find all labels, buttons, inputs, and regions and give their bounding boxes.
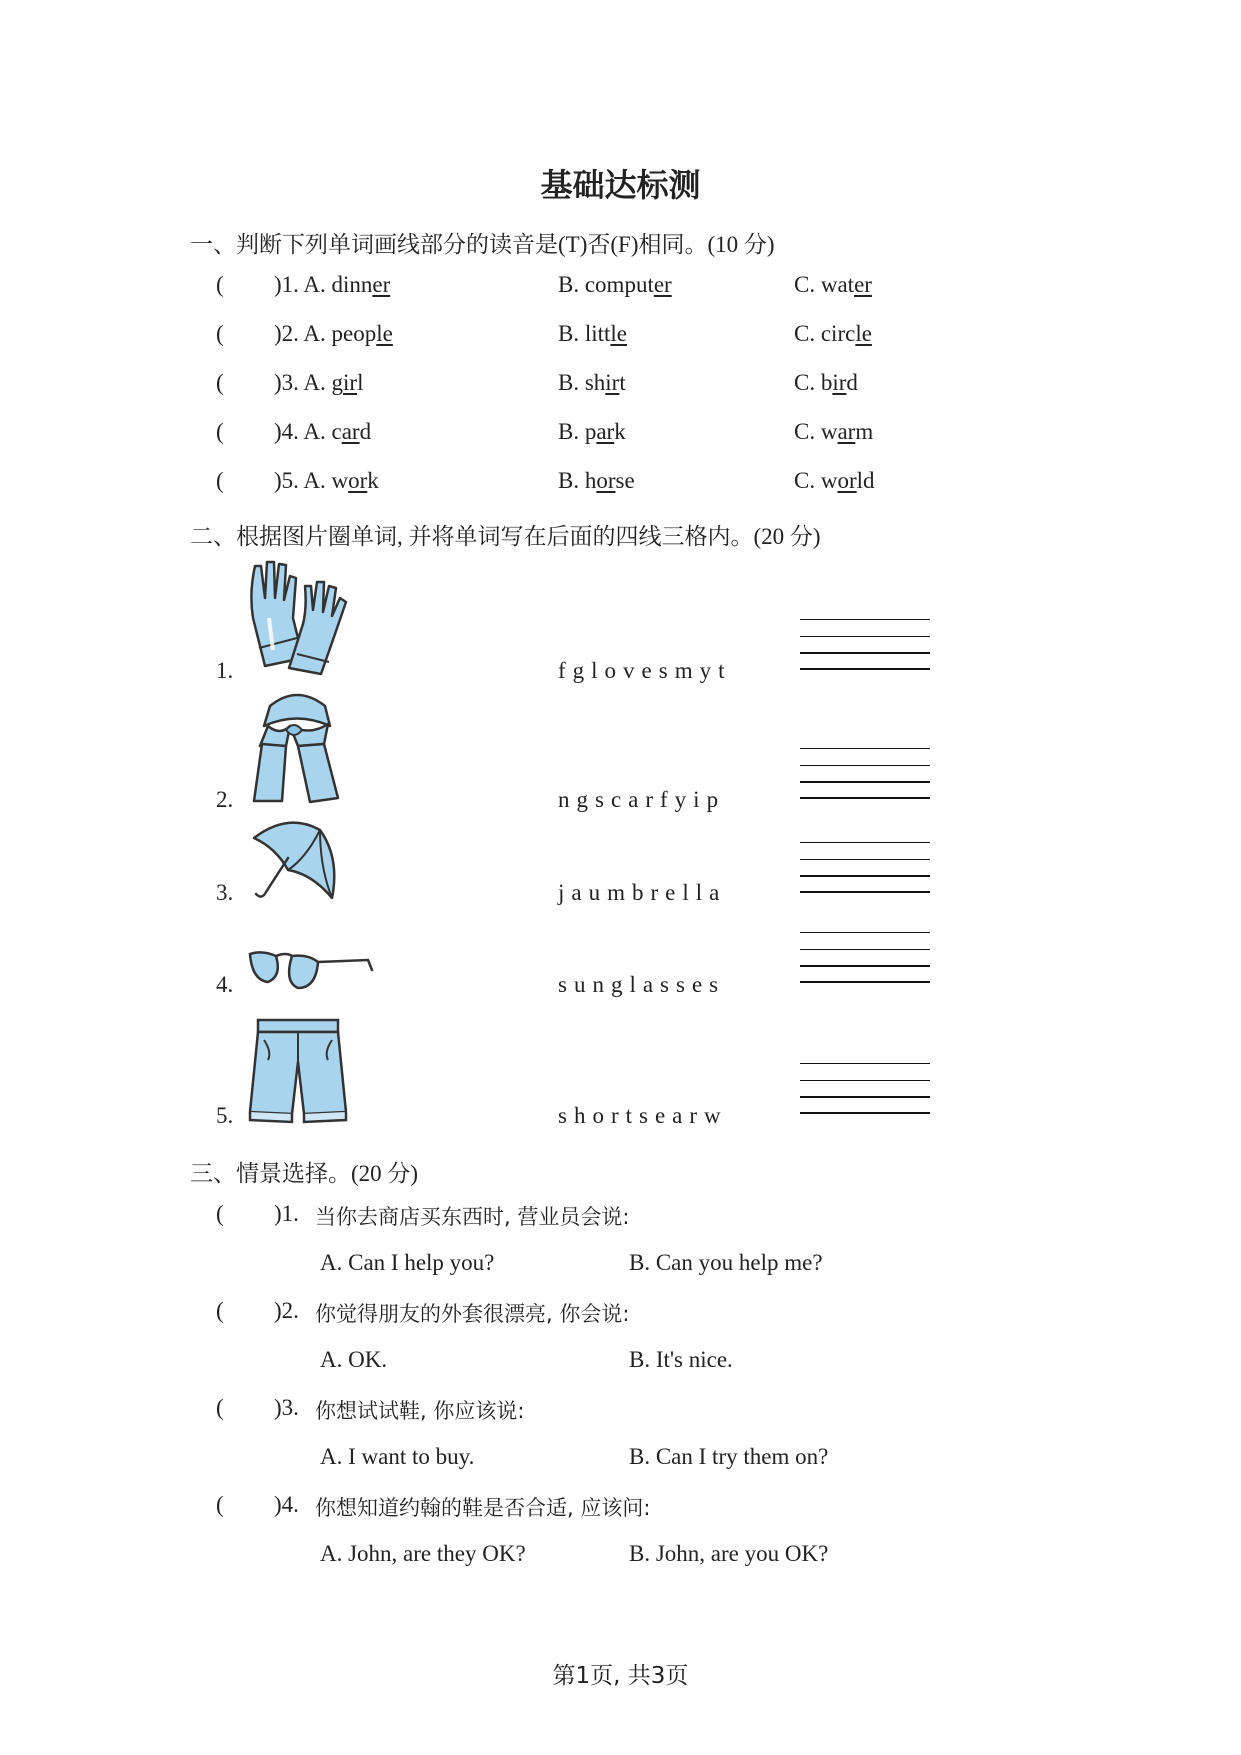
question-number: )4. bbox=[274, 1492, 299, 1517]
letter-puzzle: jaumbrella bbox=[558, 880, 727, 905]
item-number: 5. bbox=[216, 1103, 234, 1128]
choice-b: B. Can you help me? bbox=[629, 1250, 823, 1275]
option-a: )3. A. girl bbox=[274, 370, 364, 395]
grid-line bbox=[800, 781, 930, 783]
option-a: )4. A. card bbox=[274, 419, 372, 444]
grid-line bbox=[800, 965, 930, 967]
choice-b: B. Can I try them on? bbox=[629, 1444, 829, 1469]
word: water bbox=[820, 272, 872, 297]
option-b: B. park bbox=[558, 419, 626, 444]
letter-puzzle: ngscarfyip bbox=[558, 787, 726, 812]
underlined-part: ar bbox=[341, 419, 360, 444]
grid-line bbox=[800, 668, 930, 670]
grid-line bbox=[800, 1063, 930, 1064]
option-a: )2. A. people bbox=[274, 321, 393, 346]
word: people bbox=[331, 321, 393, 346]
word: horse bbox=[584, 468, 635, 493]
word: girl bbox=[331, 370, 364, 395]
choice-a: A. OK. bbox=[320, 1347, 388, 1372]
word: world bbox=[820, 468, 875, 493]
option-b: B. computer bbox=[558, 272, 672, 297]
word: bird bbox=[820, 370, 858, 395]
option-c: C. water bbox=[794, 272, 872, 297]
underlined-part: or bbox=[348, 468, 368, 493]
grid-line bbox=[800, 652, 930, 654]
page-footer: 第1页, 共3页 bbox=[552, 1663, 689, 1689]
grid-line bbox=[800, 765, 930, 766]
letter-puzzle: sunglasses bbox=[558, 972, 726, 997]
section2-heading: 二、根据图片圈单词, 并将单词写在后面的四线三格内。(20 分) bbox=[190, 524, 821, 549]
letter-puzzle: shortsearw bbox=[558, 1103, 728, 1128]
word: shirt bbox=[584, 370, 626, 395]
option-b: B. little bbox=[558, 321, 628, 346]
grid-line bbox=[800, 1096, 930, 1098]
word: circle bbox=[820, 321, 872, 346]
answer-paren: ( bbox=[216, 419, 224, 444]
option-c: C. circle bbox=[794, 321, 872, 346]
underlined-part: le bbox=[376, 321, 393, 346]
grid-line bbox=[800, 859, 930, 860]
grid-line bbox=[800, 619, 930, 620]
grid-line bbox=[800, 748, 930, 749]
question-number: )1. bbox=[274, 1201, 299, 1226]
grid-line bbox=[800, 949, 930, 950]
four-line-grid bbox=[800, 1063, 930, 1113]
answer-paren: ( bbox=[216, 321, 224, 346]
answer-paren: ( bbox=[216, 370, 224, 395]
item-number: 4. bbox=[216, 972, 234, 997]
section1-heading: 一、判断下列单词画线部分的读音是(T)否(F)相同。(10 分) bbox=[190, 232, 775, 257]
grid-line bbox=[800, 636, 930, 637]
underlined-part: ir bbox=[832, 370, 847, 395]
sunglasses-icon bbox=[246, 946, 376, 996]
grid-line bbox=[800, 891, 930, 893]
underlined-part: or bbox=[596, 468, 616, 493]
choice-a: A. I want to buy. bbox=[320, 1444, 475, 1469]
underlined-part: er bbox=[372, 272, 391, 297]
question-number: )3. bbox=[274, 1395, 299, 1420]
word: warm bbox=[820, 419, 874, 444]
option-b: B. horse bbox=[558, 468, 635, 493]
underlined-part: or bbox=[837, 468, 857, 493]
option-a: )1. A. dinner bbox=[274, 272, 391, 297]
grid-line bbox=[800, 1080, 930, 1081]
section3-heading: 三、情景选择。(20 分) bbox=[190, 1161, 419, 1186]
grid-line bbox=[800, 932, 930, 933]
word: dinner bbox=[331, 272, 391, 297]
choice-a: A. Can I help you? bbox=[320, 1250, 495, 1275]
answer-paren: ( bbox=[216, 272, 224, 297]
grid-line bbox=[800, 797, 930, 799]
four-line-grid bbox=[800, 748, 930, 798]
grid-line bbox=[800, 1112, 930, 1114]
item-number: 1. bbox=[216, 658, 234, 683]
question-number: )2. bbox=[274, 1298, 299, 1323]
question-text: 当你去商店买东西时, 营业员会说: bbox=[315, 1205, 630, 1229]
option-c: C. warm bbox=[794, 419, 874, 444]
word: park bbox=[584, 419, 626, 444]
underlined-part: ir bbox=[605, 370, 620, 395]
choice-a: A. John, are they OK? bbox=[320, 1541, 526, 1566]
question-text: 你觉得朋友的外套很漂亮, 你会说: bbox=[315, 1302, 630, 1326]
underlined-part: ir bbox=[343, 370, 358, 395]
answer-paren: ( bbox=[216, 1298, 224, 1323]
underlined-part: ar bbox=[837, 419, 856, 444]
question-text: 你想知道约翰的鞋是否合适, 应该问: bbox=[315, 1496, 651, 1520]
four-line-grid bbox=[800, 932, 930, 982]
underlined-part: le bbox=[855, 321, 872, 346]
option-b: B. shirt bbox=[558, 370, 626, 395]
option-c: C. bird bbox=[794, 370, 858, 395]
answer-paren: ( bbox=[216, 1201, 224, 1226]
answer-paren: ( bbox=[216, 1492, 224, 1517]
option-c: C. world bbox=[794, 468, 875, 493]
grid-line bbox=[800, 875, 930, 877]
word: card bbox=[331, 419, 372, 444]
item-number: 3. bbox=[216, 880, 234, 905]
shorts-icon bbox=[246, 1018, 351, 1124]
umbrella-icon bbox=[248, 818, 340, 903]
word: work bbox=[331, 468, 379, 493]
question-text: 你想试试鞋, 你应该说: bbox=[315, 1399, 525, 1423]
grid-line bbox=[800, 842, 930, 843]
underlined-part: ar bbox=[596, 419, 615, 444]
page-title: 基础达标测 bbox=[540, 166, 701, 204]
underlined-part: er bbox=[854, 272, 872, 297]
item-number: 2. bbox=[216, 787, 234, 812]
underlined-part: er bbox=[653, 272, 672, 297]
scarf-icon bbox=[250, 686, 345, 806]
answer-paren: ( bbox=[216, 468, 224, 493]
choice-b: B. It's nice. bbox=[629, 1347, 733, 1372]
letter-puzzle: fglovesmyt bbox=[558, 658, 732, 683]
answer-paren: ( bbox=[216, 1395, 224, 1420]
four-line-grid bbox=[800, 619, 930, 669]
option-a: )5. A. work bbox=[274, 468, 379, 493]
choice-b: B. John, are you OK? bbox=[629, 1541, 829, 1566]
four-line-grid bbox=[800, 842, 930, 892]
grid-line bbox=[800, 981, 930, 983]
word: little bbox=[584, 321, 628, 346]
underlined-part: le bbox=[610, 321, 628, 346]
word: computer bbox=[584, 272, 672, 297]
gloves-icon bbox=[245, 558, 350, 678]
